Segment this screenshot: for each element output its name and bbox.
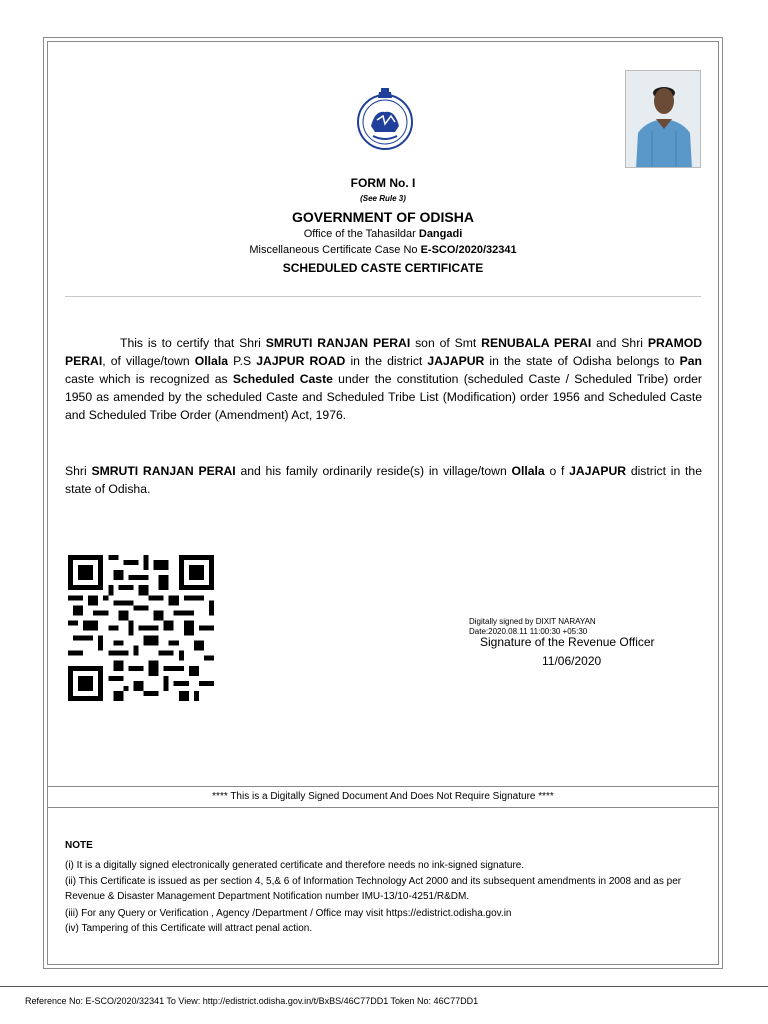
- village-name: Ollala: [511, 464, 545, 478]
- digital-signer: Digitally signed by DIXIT NARAYAN: [469, 617, 596, 626]
- government-title: GOVERNMENT OF ODISHA: [291, 209, 474, 225]
- signature-label: Signature of the Revenue Officer: [480, 635, 655, 649]
- district-name: JAJAPUR: [427, 354, 485, 368]
- text-fragment: , of village/town: [102, 354, 195, 368]
- reference-footer: Reference No: E-SCO/2020/32341 To View: http://edistrict.odisha.gov.in/t/BxBS/46C77DD1 Token No: 46C77DD1: [25, 996, 479, 1006]
- applicant-name: SMRUTI RANJAN PERAI: [265, 336, 411, 350]
- header-divider: [65, 296, 701, 297]
- residence-paragraph: [65, 462, 702, 498]
- see-rule-note: (See Rule 3): [360, 194, 406, 203]
- office-name: Dangadi: [418, 228, 463, 240]
- qr-code-icon: [68, 552, 214, 704]
- text-fragment: under the constitution (scheduled Caste / Scheduled Tribe) order 1950 as amended by the scheduled Caste and Scheduled Tribe List (Modification) order 1956 and Scheduled Caste and Scheduled Tribe Order (Amendment) Act, 1976.: [65, 372, 702, 422]
- case-prefix: Miscellaneous Certificate Case No: [249, 244, 421, 256]
- digital-sign-date: Date:2020.08.11 11:00:30 +05:30: [469, 627, 588, 636]
- text-fragment: district in the state of Odisha.: [65, 464, 702, 496]
- note-item: (iii) For any Query or Verification , Agency /Department / Office may visit https://edistrict.odisha.gov.in: [65, 908, 512, 919]
- signature-date: 11/06/2020: [542, 654, 602, 668]
- digital-signature-notice: **** This is a Digitally Signed Document And Does Not Require Signature ****: [47, 786, 719, 808]
- person-silhouette-icon: [626, 71, 701, 168]
- text-fragment: o f: [544, 464, 570, 478]
- office-prefix: Office of the Tahasildar: [303, 228, 419, 240]
- caste-category: Scheduled Caste: [232, 372, 333, 386]
- note-item: (i) It is a digitally signed electronically generated certificate and therefore needs no ink-signed signature.: [65, 860, 525, 871]
- note-item: (iv) Tampering of this Certificate will attract penal action.: [65, 923, 313, 934]
- text-fragment: and his family ordinarily reside(s) in village/town: [235, 464, 512, 478]
- applicant-name: SMRUTI RANJAN PERAI: [91, 464, 236, 478]
- note-heading: NOTE: [65, 840, 93, 851]
- district-name: JAJAPUR: [569, 464, 627, 478]
- digital-signature-stamp: [469, 617, 596, 637]
- text-fragment: P.S: [228, 354, 257, 368]
- caste-name: Pan: [679, 354, 702, 368]
- text-fragment: in the state of Odisha belongs to: [484, 354, 680, 368]
- case-number: E-SCO/2020/32341: [420, 244, 517, 256]
- odisha-state-emblem-icon: [355, 86, 415, 152]
- note-item: (ii) This Certificate is issued as per section 4, 5,& 6 of Information Technology Act 2000 and its subsequent amendments in 2008 and as per Revenue & Disaster Management Department Notification number IMU-13/10-4251/R&DM.: [65, 876, 682, 902]
- text-fragment: caste which is recognized as: [65, 372, 233, 386]
- case-number-line: [47, 244, 719, 256]
- certification-paragraph: [65, 334, 702, 424]
- father-name: PRAMOD PERAI: [65, 336, 703, 368]
- text-fragment: in the district: [345, 354, 428, 368]
- footer-divider: [0, 986, 768, 987]
- applicant-photo: [625, 70, 701, 168]
- office-line: [47, 228, 719, 240]
- police-station: JAJPUR ROAD: [256, 354, 346, 368]
- text-fragment: son of Smt: [410, 336, 482, 350]
- form-number: FORM No. I: [350, 176, 416, 190]
- text-fragment: Shri: [65, 464, 92, 478]
- mother-name: RENUBALA PERAI: [481, 336, 592, 350]
- text-fragment: and Shri: [591, 336, 648, 350]
- text-fragment: This is to certify that Shri: [120, 336, 266, 350]
- village-name: Ollala: [194, 354, 228, 368]
- certificate-title: SCHEDULED CASTE CERTIFICATE: [282, 261, 484, 275]
